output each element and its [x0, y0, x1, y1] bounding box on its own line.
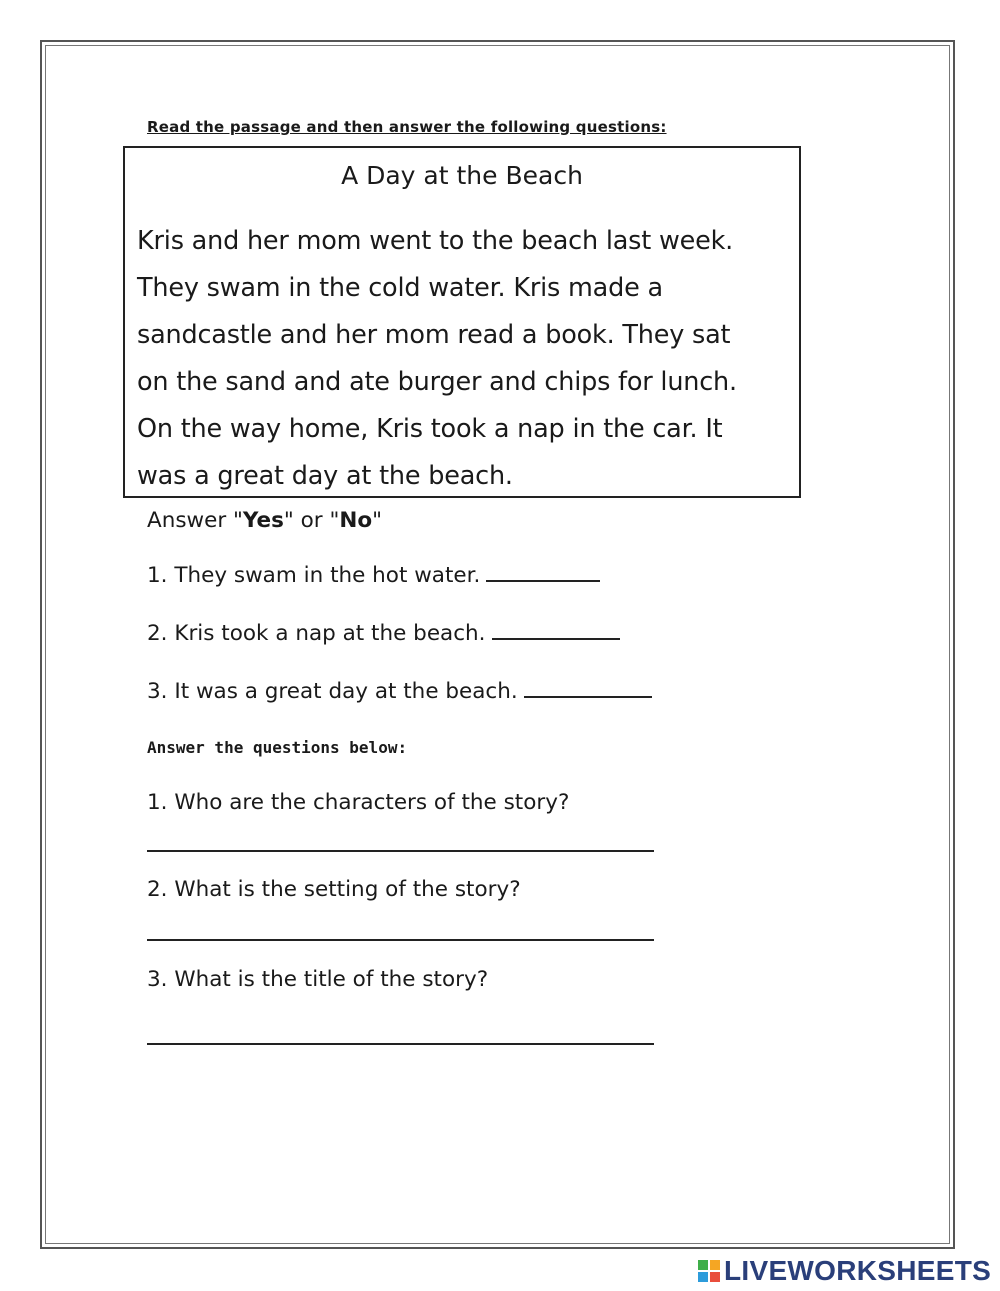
- logo-block: [710, 1260, 720, 1270]
- yes-no-middle: " or ": [283, 508, 340, 533]
- open-questions-heading: Answer the questions below:: [147, 738, 408, 757]
- answer-line-2[interactable]: [147, 939, 654, 941]
- passage-line: sandcastle and her mom read a book. They sat: [137, 320, 731, 350]
- passage-line: Kris and her mom went to the beach last week.: [137, 226, 734, 256]
- passage-line: They swam in the cold water. Kris made a: [137, 273, 663, 303]
- yes-word: Yes: [242, 508, 284, 533]
- yes-no-question-1: [147, 563, 600, 588]
- logo-block: [698, 1272, 708, 1282]
- yes-no-suffix: ": [372, 508, 383, 533]
- passage-line: On the way home, Kris took a nap in the car. It: [137, 414, 723, 444]
- open-question-1: 1. Who are the characters of the story?: [147, 790, 570, 815]
- open-question-2: 2. What is the setting of the story?: [147, 877, 521, 902]
- yes-no-instruction: [147, 508, 382, 533]
- instruction-text: Read the passage and then answer the following questions:: [147, 118, 667, 136]
- answer-blank-2[interactable]: [492, 637, 620, 640]
- answer-line-3[interactable]: [147, 1043, 654, 1045]
- question-text: 1. They swam in the hot water.: [147, 563, 481, 588]
- answer-blank-3[interactable]: [524, 695, 652, 698]
- answer-blank-1[interactable]: [486, 579, 600, 582]
- liveworksheets-logo: [698, 1255, 991, 1287]
- logo-block: [710, 1272, 720, 1282]
- passage-title: A Day at the Beach: [341, 161, 583, 190]
- logo-block: [698, 1260, 708, 1270]
- question-text: 3. It was a great day at the beach.: [147, 679, 518, 704]
- yes-no-prefix: Answer ": [147, 508, 243, 533]
- passage-line: on the sand and ate burger and chips for lunch.: [137, 367, 737, 397]
- question-text: 2. Kris took a nap at the beach.: [147, 621, 486, 646]
- passage-box: [123, 146, 801, 498]
- passage-text: [137, 218, 789, 500]
- passage-line: was a great day at the beach.: [137, 461, 513, 491]
- yes-no-question-2: [147, 621, 620, 646]
- open-question-3: 3. What is the title of the story?: [147, 967, 489, 992]
- brand-name: LIVEWORKSHEETS: [724, 1255, 992, 1286]
- answer-line-1[interactable]: [147, 850, 654, 852]
- no-word: No: [339, 508, 373, 533]
- yes-no-question-3: [147, 679, 652, 704]
- logo-blocks-icon: [698, 1260, 720, 1282]
